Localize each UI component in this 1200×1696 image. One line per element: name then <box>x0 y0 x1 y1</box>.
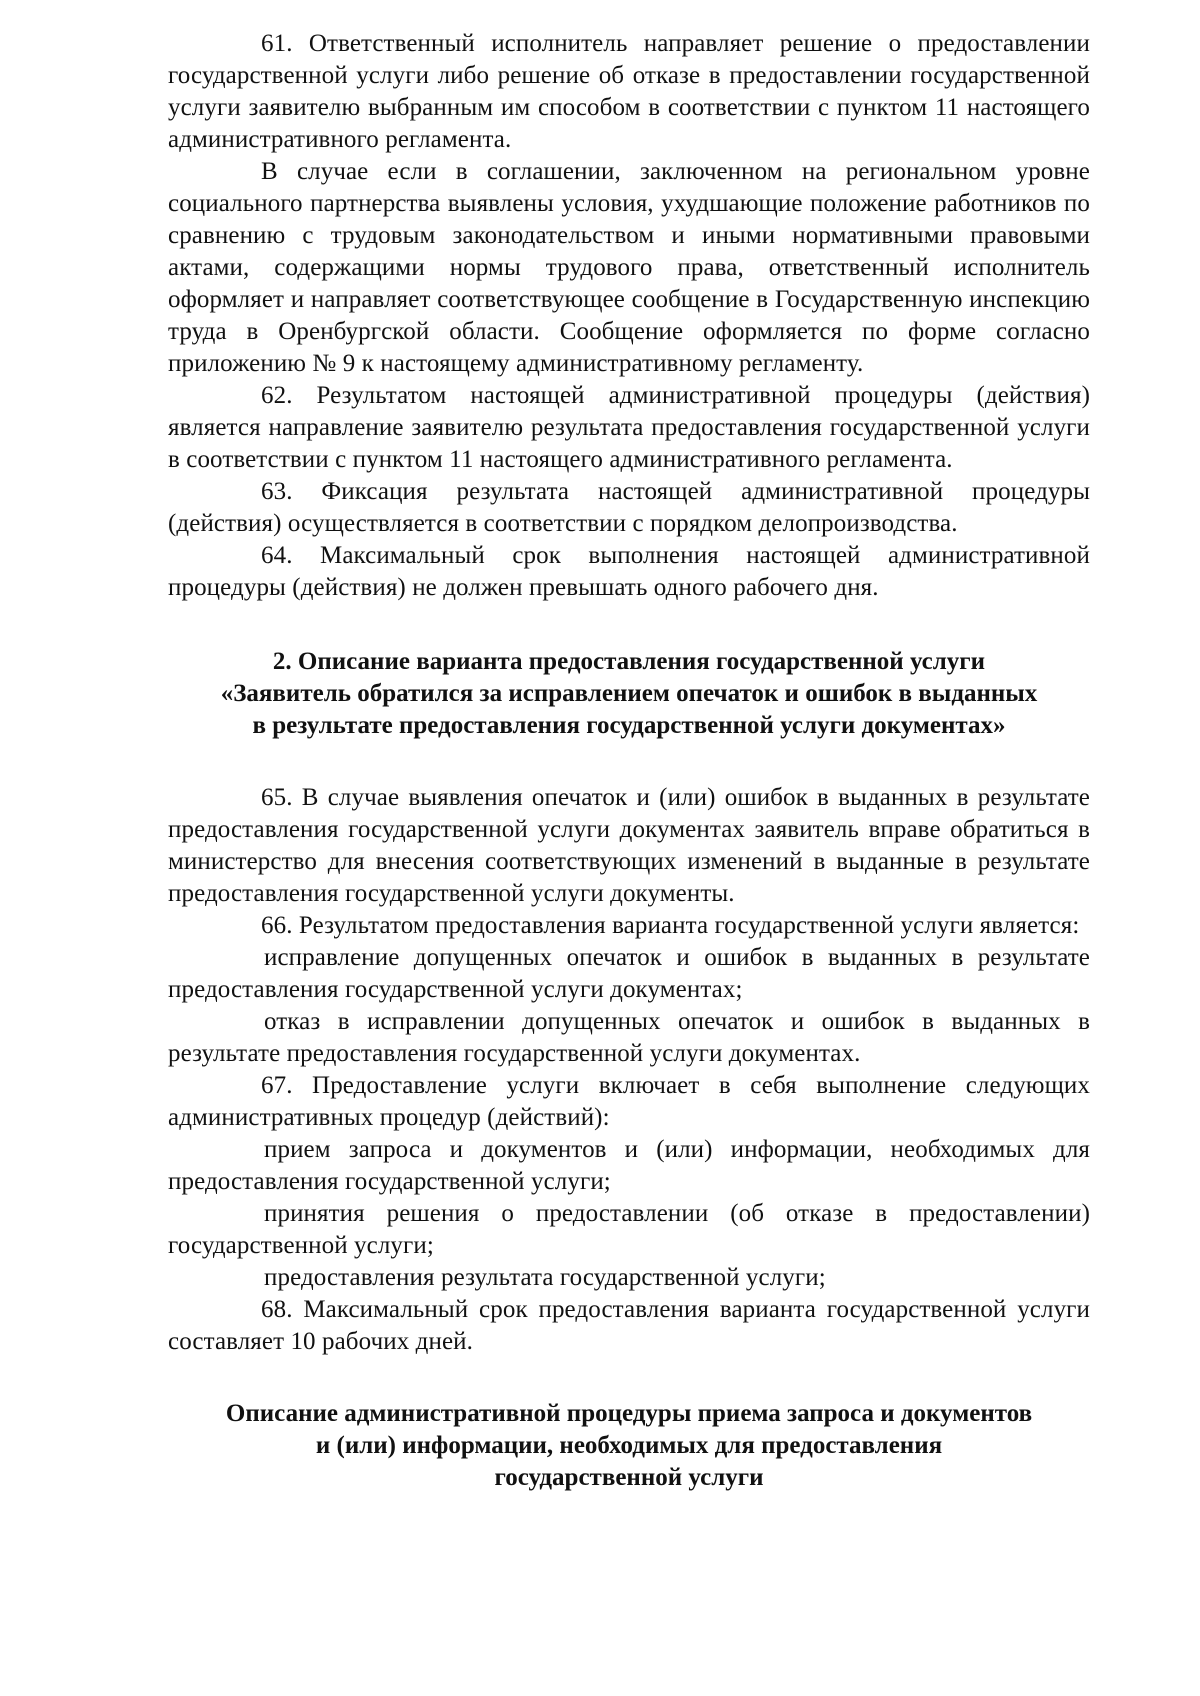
paragraph-67-item-2: принятия решения о предоставлении (об отказе в предоставлении) государственной услуги; <box>168 1200 1090 1259</box>
paragraph-67-item-3: предоставления результата государственной услуги; <box>264 1264 826 1291</box>
section-heading-2 <box>168 646 1090 742</box>
paragraph-68: 68. Максимальный срок предоставления варианта государственной услуги составляет 10 рабочих дней. <box>168 1296 1090 1355</box>
section-heading-2-line-2: «Заявитель обратился за исправлением опечаток и ошибок в выданных <box>220 680 1038 707</box>
paragraph-66: 66. Результатом предоставления варианта государственной услуги является: <box>261 912 1080 939</box>
paragraph-64: 64. Максимальный срок выполнения настоящей административной процедуры (действия) не должен превышать одного рабочего дня. <box>168 542 1090 601</box>
procedure-heading-line-1: Описание административной процедуры приема запроса и документов <box>225 1400 1033 1427</box>
paragraph-66-item-1: исправление допущенных опечаток и ошибок в выданных в результате предоставления государственной услуги документах; <box>168 944 1090 1003</box>
paragraph-67-item-1: прием запроса и документов и (или) информации, необходимых для предоставления государственной услуги; <box>168 1136 1090 1195</box>
procedure-heading <box>168 1398 1090 1494</box>
procedure-heading-line-2: и (или) информации, необходимых для предоставления <box>315 1432 943 1459</box>
paragraph-62: 62. Результатом настоящей административной процедуры (действия) является направление заявителю результата предоставления государственной услуги в соответствии с пунктом 11 настоящего административного регламента. <box>168 382 1090 473</box>
procedure-heading-line-3: государственной услуги <box>494 1464 764 1491</box>
section-heading-2-line-1: 2. Описание варианта предоставления государственной услуги <box>272 648 986 675</box>
paragraph-65: 65. В случае выявления опечаток и (или) ошибок в выданных в результате предоставления государственной услуги документах заявитель вправе обратиться в министерство для внесения соответствующих изменений в выданные в результате предоставления государственной услуги документы. <box>168 784 1090 907</box>
paragraph-66-item-2: отказ в исправлении допущенных опечаток и ошибок в выданных в результате предоставления государственной услуги документах. <box>168 1008 1090 1067</box>
section-heading-2-line-3: в результате предоставления государственной услуги документах» <box>252 712 1006 739</box>
paragraph-agreement-conditions: В случае если в соглашении, заключенном на региональном уровне социального партнерства выявлены условия, ухудшающие положение работников по сравнению с трудовым законодательством и иными нормативными правовыми актами, содержащими нормы трудового права, ответственный исполнитель оформляет и направляет соответствующее сообщение в Государственную инспекцию труда в Оренбургской области. Сообщение оформляется по форме согласно приложению № 9 к настоящему административному регламенту. <box>168 158 1090 377</box>
paragraph-61: 61. Ответственный исполнитель направляет решение о предоставлении государственной услуги либо решение об отказе в предоставлении государственной услуги заявителю выбранным им способом в соответствии с пунктом 11 настоящего административного регламента. <box>168 30 1090 153</box>
paragraph-63: 63. Фиксация результата настоящей административной процедуры (действия) осуществляется в соответствии с порядком делопроизводства. <box>168 478 1090 537</box>
paragraph-67: 67. Предоставление услуги включает в себя выполнение следующих административных процедур (действий): <box>168 1072 1090 1131</box>
